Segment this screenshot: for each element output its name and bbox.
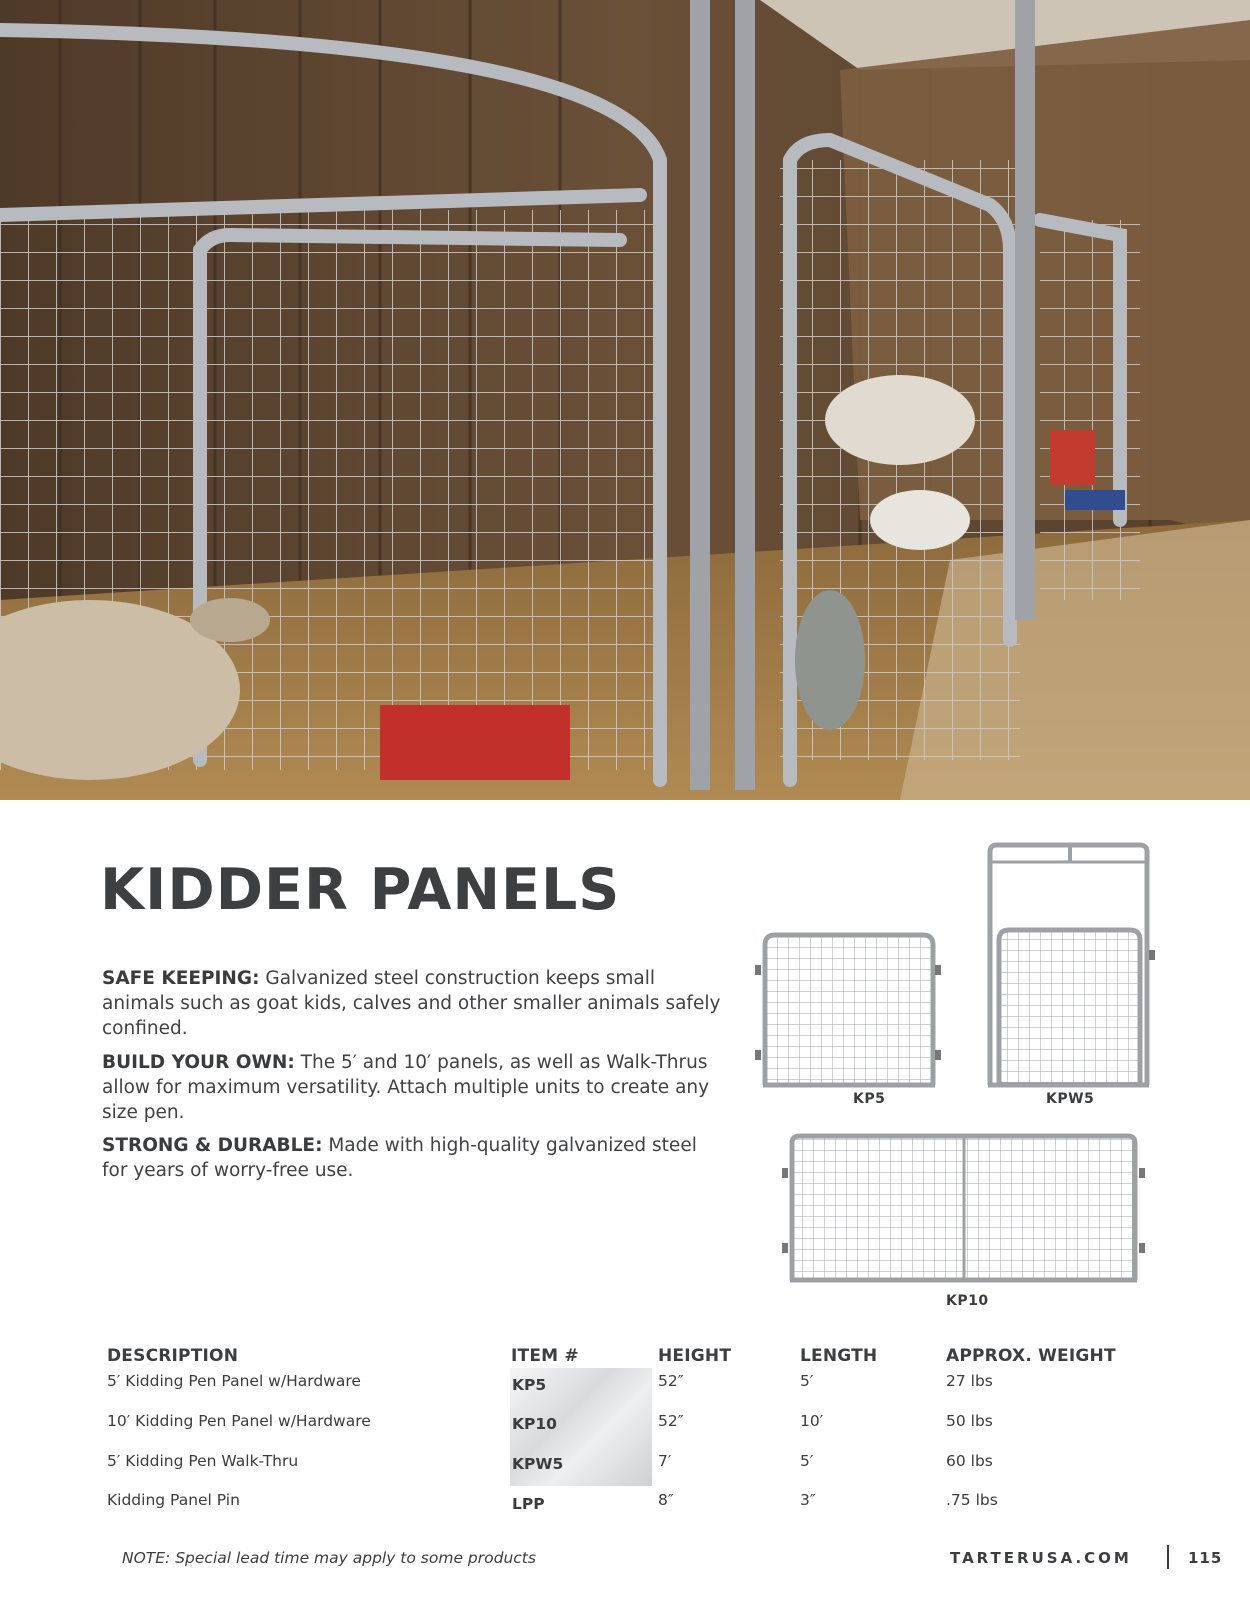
table-cell-description: 5′ Kidding Pen Walk-Thru [107, 1452, 299, 1470]
table-cell-height: 52″ [658, 1372, 684, 1390]
table-cell-item: LPP [512, 1495, 545, 1513]
table-cell-description: Kidding Panel Pin [107, 1491, 240, 1509]
table-cell-length: 10′ [800, 1412, 824, 1430]
table-cell-height: 8″ [658, 1491, 674, 1509]
kpw5-label: KPW5 [1046, 1091, 1095, 1107]
table-cell-description: 5′ Kidding Pen Panel w/Hardware [107, 1372, 361, 1390]
table-cell-length: 5′ [800, 1372, 814, 1390]
table-cell-height: 52″ [658, 1412, 684, 1430]
column-header-height: HEIGHT [658, 1346, 732, 1366]
feature-strong-durable [102, 1133, 722, 1183]
page-title: KIDDER PANELS [100, 857, 621, 923]
feature-heading: BUILD YOUR OWN: [102, 1052, 295, 1073]
feature-heading: STRONG & DURABLE: [102, 1135, 323, 1156]
table-cell-length: 5′ [800, 1452, 814, 1470]
feature-heading: SAFE KEEPING: [102, 968, 260, 989]
column-header-weight: APPROX. WEIGHT [946, 1346, 1116, 1366]
column-header-item: ITEM # [511, 1346, 579, 1366]
table-cell-weight: 27 lbs [946, 1372, 993, 1390]
footer-divider [1167, 1545, 1169, 1569]
table-cell-item: KPW5 [512, 1455, 564, 1473]
kpw5-walk-thru-illustration [985, 840, 1160, 1090]
feature-text: Galvanized steel construction keeps small animals such as goat kids, calves and other smaller animals safely confined. [102, 968, 721, 1039]
column-header-length: LENGTH [800, 1346, 878, 1366]
kp10-panel-illustration [780, 1128, 1150, 1288]
kp5-panel-illustration [755, 925, 955, 1090]
kp5-label: KP5 [853, 1091, 886, 1107]
column-header-description: DESCRIPTION [107, 1346, 239, 1366]
feature-build-your-own [102, 1050, 722, 1125]
table-cell-weight: 50 lbs [946, 1412, 993, 1430]
table-cell-weight: .75 lbs [946, 1491, 998, 1509]
table-cell-length: 3″ [800, 1491, 816, 1509]
table-cell-description: 10′ Kidding Pen Panel w/Hardware [107, 1412, 371, 1430]
lead-time-note: NOTE: Special lead time may apply to some products [122, 1549, 536, 1567]
table-cell-item: KP10 [512, 1415, 557, 1433]
feature-text: The 5′ and 10′ panels, as well as Walk-Thrus allow for maximum versatility. Attach multiple units to create any size pen. [102, 1052, 710, 1123]
website-link[interactable]: TARTERUSA.COM [950, 1549, 1132, 1567]
feature-safe-keeping [102, 966, 722, 1041]
page-number: 115 [1188, 1549, 1223, 1567]
table-cell-item: KP5 [512, 1376, 547, 1394]
table-cell-height: 7′ [658, 1452, 672, 1470]
table-cell-weight: 60 lbs [946, 1452, 993, 1470]
feature-text: Made with high-quality galvanized steel for years of worry-free use. [102, 1135, 697, 1181]
kp10-label: KP10 [946, 1293, 989, 1309]
